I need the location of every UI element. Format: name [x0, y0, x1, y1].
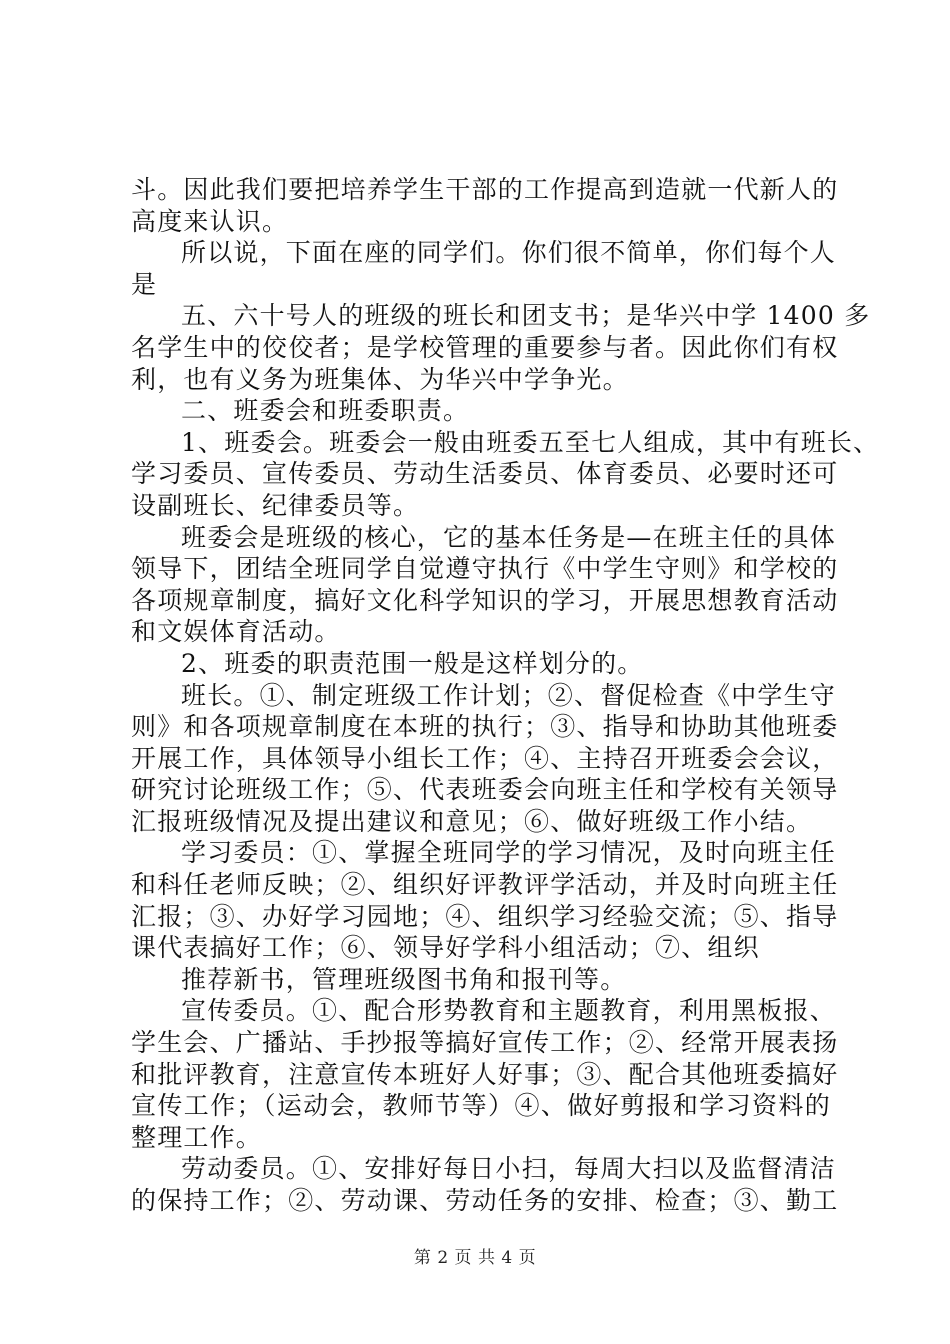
page-number-footer: 第 2 页 共 4 页	[413, 1248, 537, 1268]
text-line: 开展工作，具体领导小组长工作；④、主持召开班委会会议，	[131, 743, 839, 773]
text-line: 2、班委的职责范围一般是这样划分的。	[181, 648, 644, 678]
text-line: 学习委员、宣传委员、劳动生活委员、体育委员、必要时还可	[131, 459, 839, 489]
text-line: 是	[131, 269, 158, 299]
text-line: 各项规章制度，搞好文化科学知识的学习，开展思想教育活动	[131, 585, 839, 615]
text-line: 和批评教育，注意宣传本班好人好事；③、配合其他班委搞好	[131, 1059, 839, 1089]
text-line: 高度来认识。	[131, 206, 289, 236]
text-line: 则》和各项规章制度在本班的执行；③、指导和协助其他班委	[131, 712, 839, 742]
text-line: 整理工作。	[131, 1122, 263, 1152]
text-line: 宣传委员。①、配合形势教育和主题教育，利用黑板报、	[181, 996, 837, 1026]
text-line: 学习委员：①、掌握全班同学的学习情况，及时向班主任	[181, 838, 837, 868]
text-line: 斗。因此我们要把培养学生干部的工作提高到造就一代新人的	[131, 175, 839, 204]
text-line: 设副班长、纪律委员等。	[131, 490, 420, 520]
text-line: 课代表搞好工作；⑥、领导好学科小组活动；⑦、组织	[131, 933, 760, 963]
body-text	[131, 174, 880, 1217]
text-line: 汇报；③、办好学习园地；④、组织学习经验交流；⑤、指导	[131, 901, 839, 931]
text-line: 所以说，下面在座的同学们。你们很不简单，你们每个人	[181, 238, 837, 268]
text-line: 班长。①、制定班级工作计划；②、督促检查《中学生守	[181, 680, 837, 710]
section-heading: 二、班委会和班委职责。	[181, 396, 470, 426]
text-line: 班委会是班级的核心，它的基本任务是—在班主任的具体	[181, 522, 837, 552]
text-line: 推荐新书，管理班级图书角和报刊等。	[181, 964, 627, 994]
text-line: 五、六十号人的班级的班长和团支书；是华兴中学 1400 多	[181, 301, 871, 331]
text-line: 研究讨论班级工作；⑤、代表班委会向班主任和学校有关领导	[131, 775, 839, 805]
text-line: 宣传工作；（运动会，教师节等）④、做好剪报和学习资料的	[131, 1091, 831, 1121]
text-line: 利，也有义务为班集体、为华兴中学争光。	[131, 364, 629, 394]
text-line: 名学生中的佼佼者；是学校管理的重要参与者。因此你们有权	[131, 332, 839, 362]
text-line: 1、班委会。班委会一般由班委五至七人组成，其中有班长、	[181, 427, 880, 457]
text-line: 的保持工作；②、劳动课、劳动任务的安排、检查；③、勤工	[131, 1186, 839, 1215]
text-line: 学生会、广播站、手抄报等搞好宣传工作；②、经常开展表扬	[131, 1028, 839, 1058]
text-line: 汇报班级情况及提出建议和意见；⑥、做好班级工作小结。	[131, 806, 813, 836]
text-line: 和文娱体育活动。	[131, 617, 341, 647]
text-line: 领导下，团结全班同学自觉遵守执行《中学生守则》和学校的	[131, 554, 839, 584]
text-line: 劳动委员。①、安排好每日小扫，每周大扫以及监督清洁	[181, 1154, 837, 1184]
text-line: 和科任老师反映；②、组织好评教评学活动，并及时向班主任	[131, 870, 839, 900]
